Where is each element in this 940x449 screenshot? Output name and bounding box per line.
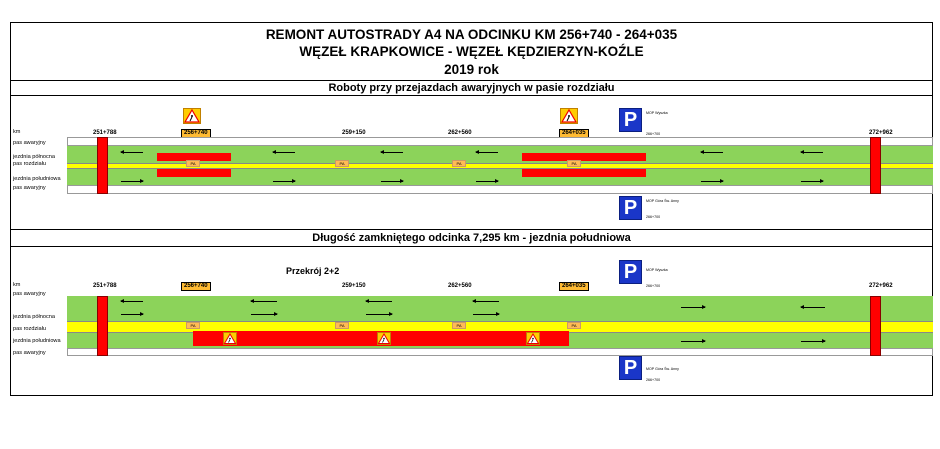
traffic-arrow-east-icon bbox=[681, 307, 705, 308]
km-mid1: 259+150 bbox=[342, 283, 366, 289]
node-krapkowice bbox=[97, 296, 108, 356]
parking-sign-south: P bbox=[619, 196, 642, 220]
pa-marker: PA bbox=[335, 160, 349, 167]
roadwork-sign-icon bbox=[223, 332, 237, 345]
closure-north bbox=[522, 153, 646, 161]
divider bbox=[11, 229, 932, 230]
parking-sign-south: P bbox=[619, 356, 642, 380]
label-south: jezdnia południowa bbox=[13, 176, 61, 182]
km-mid2: 262+560 bbox=[448, 283, 472, 289]
title-line-3: 2019 rok bbox=[444, 62, 499, 77]
traffic-arrow-east-icon bbox=[366, 314, 392, 315]
parking-sign-north: P bbox=[619, 260, 642, 284]
traffic-arrow-east-icon bbox=[681, 341, 705, 342]
traffic-arrow-west-icon bbox=[801, 152, 823, 153]
traffic-arrow-west-icon bbox=[251, 301, 277, 302]
lane-shoulder-south bbox=[67, 185, 933, 194]
label-south: jezdnia południowa bbox=[13, 338, 61, 344]
traffic-arrow-west-icon bbox=[701, 152, 723, 153]
km-mid1: 259+150 bbox=[342, 130, 366, 136]
traffic-arrow-east-icon bbox=[381, 181, 403, 182]
km-mid2: 262+560 bbox=[448, 130, 472, 136]
roadwork-sign-icon bbox=[560, 108, 578, 124]
traffic-arrow-west-icon bbox=[476, 152, 498, 153]
divider bbox=[11, 95, 932, 96]
traffic-arrow-east-icon bbox=[476, 181, 498, 182]
label-shoulder-south: pas awaryjny bbox=[13, 350, 46, 356]
label-km: km bbox=[13, 129, 21, 135]
lane-shoulder-south bbox=[67, 348, 933, 356]
pa-marker: PA bbox=[567, 322, 581, 329]
title-line-1: REMONT AUTOSTRADY A4 NA ODCINKU KM 256+740 - 264+035 bbox=[265, 27, 678, 42]
roadwork-sign-icon bbox=[526, 332, 540, 345]
parking-south-km: 266+700 bbox=[646, 378, 661, 382]
roadwork-sign-icon bbox=[377, 332, 391, 345]
closure-south bbox=[157, 169, 231, 177]
parking-north-km: 266+700 bbox=[646, 132, 661, 136]
node-krapkowice bbox=[97, 137, 108, 194]
label-shoulder-north: pas awaryjny bbox=[13, 291, 46, 297]
traffic-arrow-west-icon bbox=[121, 152, 143, 153]
pa-marker: PA bbox=[186, 160, 200, 167]
label-km: km bbox=[13, 282, 21, 288]
pa-marker: PA bbox=[452, 160, 466, 167]
diagram-frame bbox=[10, 22, 933, 396]
traffic-arrow-east-icon bbox=[701, 181, 723, 182]
closure-south bbox=[522, 169, 646, 177]
section2-title: Długość zamkniętego odcinka 7,295 km - jezdnia południowa bbox=[312, 232, 631, 244]
traffic-arrow-west-icon bbox=[381, 152, 403, 153]
cross-section-label: Przekrój 2+2 bbox=[286, 266, 340, 276]
label-median: pas rozdziału bbox=[13, 161, 46, 167]
section1-title: Roboty przy przejazdach awaryjnych w pasie rozdziału bbox=[328, 82, 615, 94]
traffic-arrow-east-icon bbox=[473, 314, 499, 315]
traffic-arrow-east-icon bbox=[801, 341, 825, 342]
divider bbox=[11, 80, 932, 81]
km-start: 251+788 bbox=[93, 130, 117, 136]
title-line-2: WĘZEŁ KRAPKOWICE - WĘZEŁ KĘDZIERZYN-KOŹLE bbox=[299, 44, 644, 59]
node-kedzierzyn bbox=[870, 296, 881, 356]
label-north: jezdnia północna bbox=[13, 154, 55, 160]
traffic-arrow-west-icon bbox=[366, 301, 392, 302]
parking-south-name: MOP Góra Św. Anny bbox=[646, 199, 679, 203]
km-start: 251+788 bbox=[93, 283, 117, 289]
km-end: 272+962 bbox=[869, 130, 893, 136]
km-work-start: 256+740 bbox=[181, 129, 211, 138]
parking-sign-north: P bbox=[619, 108, 642, 132]
traffic-arrow-east-icon bbox=[121, 181, 143, 182]
traffic-arrow-west-icon bbox=[473, 301, 499, 302]
traffic-arrow-east-icon bbox=[801, 181, 823, 182]
traffic-arrow-west-icon bbox=[121, 301, 143, 302]
parking-south-km: 266+700 bbox=[646, 215, 661, 219]
km-end: 272+962 bbox=[869, 283, 893, 289]
parking-south-name: MOP Góra Św. Anny bbox=[646, 367, 679, 371]
parking-north-name: MOP Wyszka bbox=[646, 111, 668, 115]
label-shoulder-north: pas awaryjny bbox=[13, 140, 46, 146]
divider bbox=[11, 246, 932, 247]
parking-north-name: MOP Wyszka bbox=[646, 268, 668, 272]
traffic-arrow-west-icon bbox=[801, 307, 825, 308]
lane-shoulder-north bbox=[67, 137, 933, 146]
pa-marker: PA bbox=[452, 322, 466, 329]
label-shoulder-south: pas awaryjny bbox=[13, 185, 46, 191]
km-work-end: 264+035 bbox=[559, 129, 589, 138]
traffic-arrow-east-icon bbox=[273, 181, 295, 182]
node-kedzierzyn bbox=[870, 137, 881, 194]
pa-marker: PA bbox=[567, 160, 581, 167]
label-north: jezdnia północna bbox=[13, 314, 55, 320]
pa-marker: PA bbox=[335, 322, 349, 329]
traffic-arrow-east-icon bbox=[121, 314, 143, 315]
parking-north-km: 266+700 bbox=[646, 284, 661, 288]
km-work-end: 264+035 bbox=[559, 282, 589, 291]
traffic-arrow-east-icon bbox=[251, 314, 277, 315]
traffic-arrow-west-icon bbox=[273, 152, 295, 153]
km-work-start: 256+740 bbox=[181, 282, 211, 291]
roadwork-sign-icon bbox=[183, 108, 201, 124]
pa-marker: PA bbox=[186, 322, 200, 329]
label-median: pas rozdziału bbox=[13, 326, 46, 332]
